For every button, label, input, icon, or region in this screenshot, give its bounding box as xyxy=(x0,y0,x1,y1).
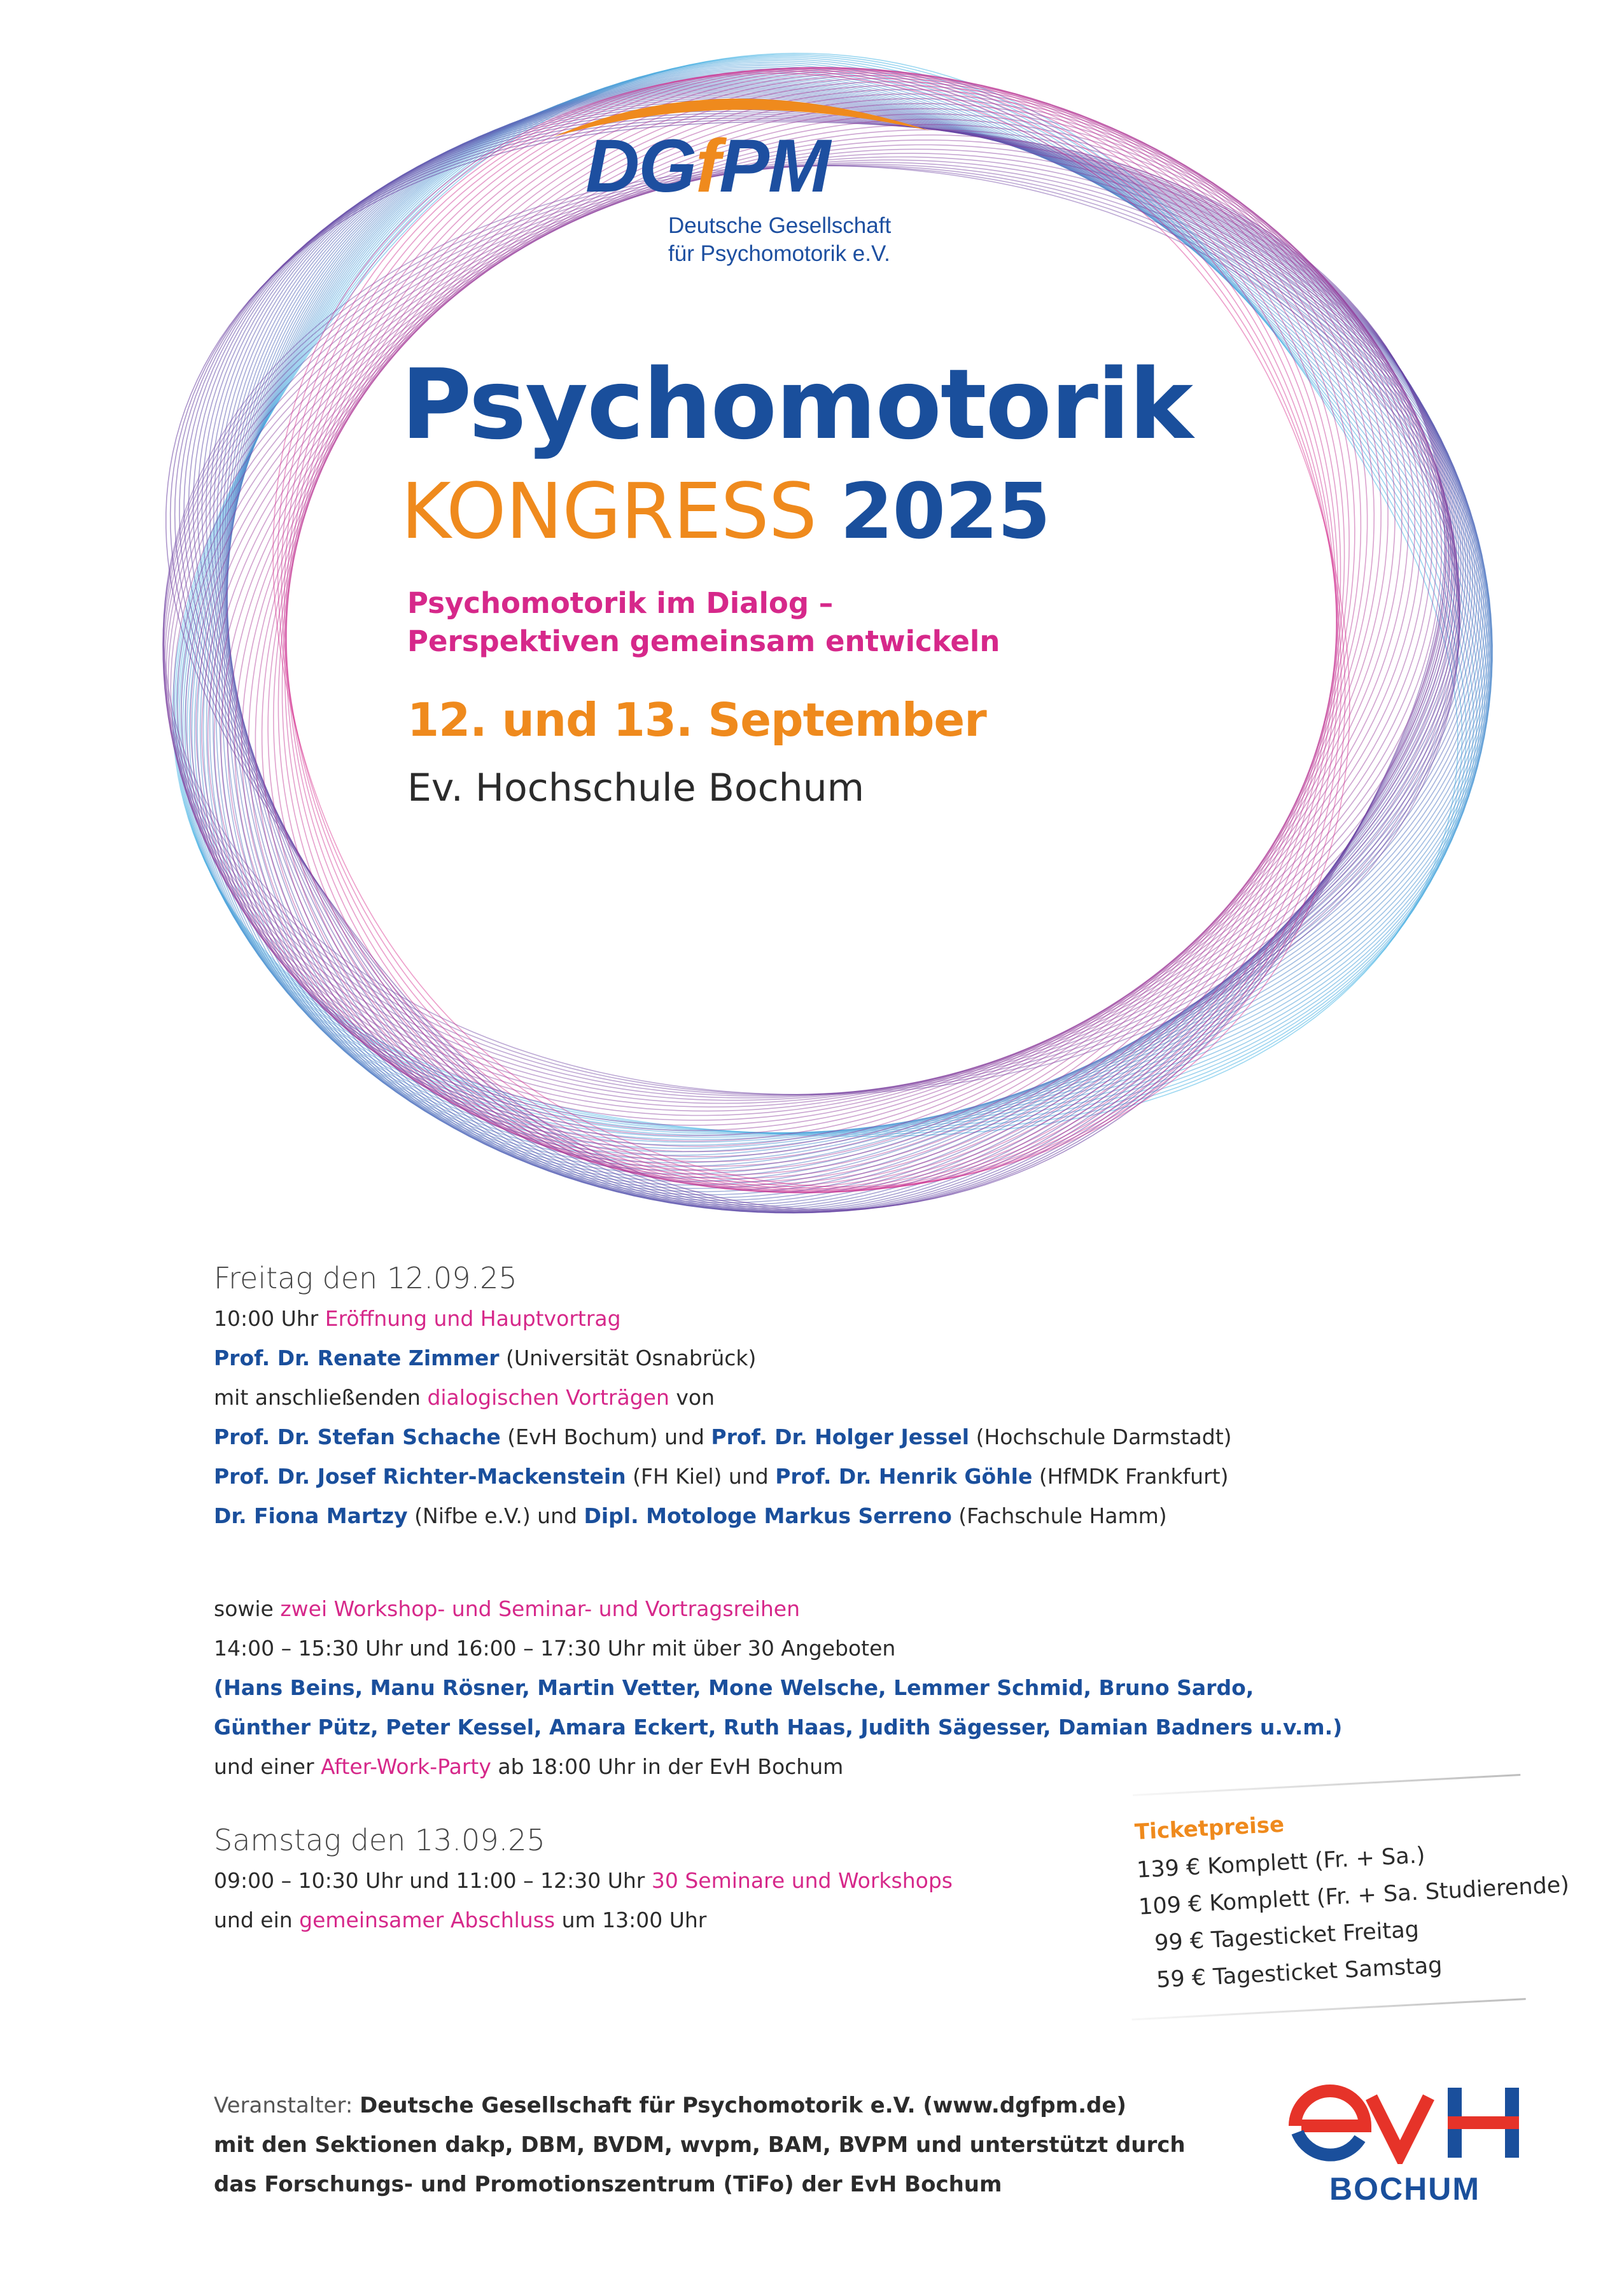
ticket-item: 109 € Komplett (Fr. + Sa. Studierende) xyxy=(1138,1872,1570,1920)
ticket-item: 99 € Tagesticket Freitag xyxy=(1154,1916,1420,1957)
friday-line-9: (Hans Beins, Manu Rösner, Martin Vetter, Mone Welsche, Lemmer Schmid, Bruno Sardo, xyxy=(214,1675,1254,1700)
ticket-item: 59 € Tagesticket Samstag xyxy=(1156,1952,1443,1993)
dgfpm-subtitle: Deutsche Gesellschaft für Psychomotorik e.V. xyxy=(668,213,892,266)
title-kongress xyxy=(401,468,1051,556)
congress-subtitle: Psychomotorik im Dialog – Perspektiven gemeinsam entwickeln xyxy=(407,586,1000,658)
evh-logo-icon xyxy=(1289,2081,1530,2164)
friday-line-5: Prof. Dr. Josef Richter-Mackenstein (FH Kiel) und Prof. Dr. Henrik Göhle (HfMDK Frankfurt) xyxy=(214,1464,1229,1489)
friday-line-2: Prof. Dr. Renate Zimmer (Universität Osnabrück) xyxy=(214,1346,757,1370)
evh-bochum-logo xyxy=(1289,2081,1530,2209)
footer-organizer: Veranstalter: Deutsche Gesellschaft für Psychomotorik e.V. (www.dgfpm.de) xyxy=(214,2093,1126,2118)
ticket-prices-box xyxy=(1120,1772,1570,2030)
friday-line-8: 14:00 – 15:30 Uhr und 16:00 – 17:30 Uhr mit über 30 Angeboten xyxy=(214,1636,896,1661)
event-venue: Ev. Hochschule Bochum xyxy=(407,766,865,810)
saturday-line-1: 09:00 – 10:30 Uhr und 11:00 – 12:30 Uhr 30 Seminare und Workshops xyxy=(214,1868,953,1893)
friday-line-1: 10:00 Uhr Eröffnung und Hauptvortrag xyxy=(214,1306,621,1331)
friday-heading: Freitag den 12.09.25 xyxy=(214,1261,517,1295)
kongress-word: KONGRESS xyxy=(401,468,816,556)
evh-bochum-word: BOCHUM xyxy=(1329,2171,1480,2207)
saturday-heading: Samstag den 13.09.25 xyxy=(214,1823,545,1857)
event-date: 12. und 13. September xyxy=(407,693,986,747)
ticket-divider-top xyxy=(1133,1774,1520,1796)
footer-sections: mit den Sektionen dakp, DBM, BVDM, wvpm, BAM, BVPM und unterstützt durch xyxy=(214,2132,1186,2158)
saturday-line-2: und ein gemeinsamer Abschluss um 13:00 Uhr xyxy=(214,1908,707,1932)
ticket-title: Ticketpreise xyxy=(1134,1811,1285,1845)
friday-line-10: Günther Pütz, Peter Kessel, Amara Eckert, Ruth Haas, Judith Sägesser, Damian Badners u.v.m.) xyxy=(214,1715,1343,1740)
friday-line-3: mit anschließenden dialogischen Vorträgen von xyxy=(214,1385,715,1410)
dgfpm-logo xyxy=(547,76,929,267)
friday-line-11: und einer After-Work-Party ab 18:00 Uhr in der EvH Bochum xyxy=(214,1754,844,1779)
footer-tifo: das Forschungs- und Promotionszentrum (TiFo) der EvH Bochum xyxy=(214,2172,1002,2197)
dgfpm-wordmark: DGfPM xyxy=(585,124,830,208)
title-psychomotorik: Psychomotorik xyxy=(401,348,1193,461)
kongress-year: 2025 xyxy=(840,468,1051,556)
ticket-item: 139 € Komplett (Fr. + Sa.) xyxy=(1136,1843,1426,1883)
friday-line-4: Prof. Dr. Stefan Schache (EvH Bochum) und Prof. Dr. Holger Jessel (Hochschule Darmstadt) xyxy=(214,1424,1232,1449)
friday-line-6: Dr. Fiona Martzy (Nifbe e.V.) und Dipl. Motologe Markus Serreno (Fachschule Hamm) xyxy=(214,1503,1167,1528)
friday-line-7: sowie zwei Workshop- und Seminar- und Vortragsreihen xyxy=(214,1596,800,1621)
ticket-divider-bottom xyxy=(1131,1998,1525,2020)
